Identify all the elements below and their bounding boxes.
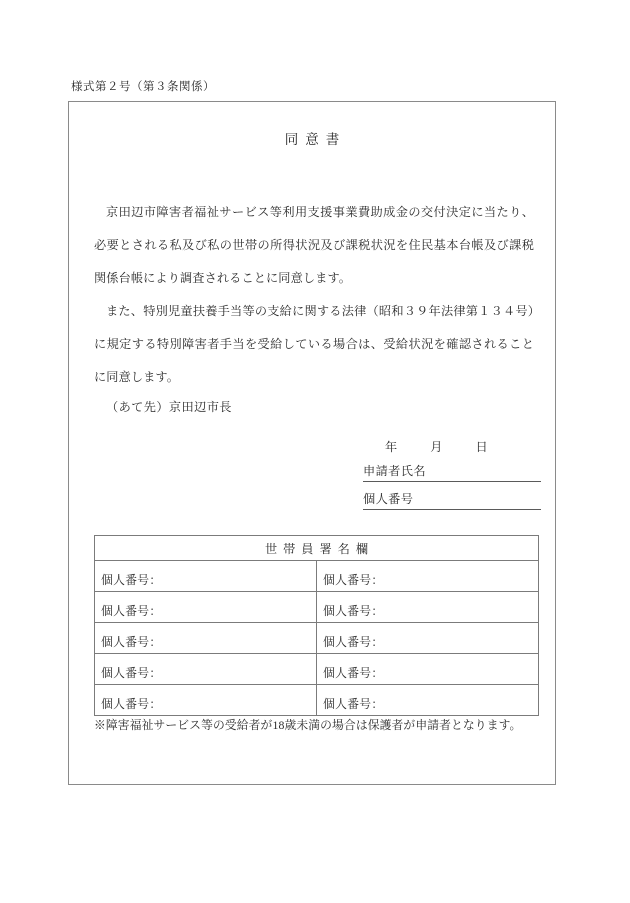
table-row (95, 561, 539, 592)
table-row (95, 623, 539, 654)
table-row (95, 592, 539, 623)
table-row (95, 685, 539, 716)
household-signature-table (94, 535, 539, 716)
date-year-label: 年 (385, 440, 398, 454)
household-cell[interactable]: 個人番号： (317, 592, 539, 623)
footnote-text: ※障害福祉サービス等の受給者が18歳未満の場合は保護者が申請者となります。 (94, 718, 522, 732)
document-frame (68, 101, 556, 785)
household-cell[interactable]: 個人番号： (95, 654, 317, 685)
household-cell[interactable]: 個人番号： (317, 561, 539, 592)
household-cell[interactable]: 個人番号： (317, 685, 539, 716)
household-cell[interactable]: 個人番号： (95, 592, 317, 623)
date-month-label: 月 (430, 440, 443, 454)
applicant-name-field[interactable]: 申請者氏名 (363, 462, 541, 482)
addressee-line: （あて先）京田辺市長 (106, 400, 232, 414)
household-cell[interactable]: 個人番号： (95, 623, 317, 654)
household-cell[interactable]: 個人番号： (95, 685, 317, 716)
table-header-row (95, 536, 539, 561)
document-body (94, 196, 534, 394)
consent-paragraph-1: 京田辺市障害者福祉サービス等利用支援事業費助成金の交付決定に当たり、必要とされる私及び私の世帯の所得状況及び課税状況を住民基本台帳及び課税関係台帳により調査されることに同意します。 (94, 205, 534, 285)
household-cell[interactable]: 個人番号： (317, 654, 539, 685)
document-title: 同意書 (284, 132, 347, 147)
date-day-label: 日 (475, 440, 488, 454)
consent-paragraph-2: また、特別児童扶養手当等の支給に関する法律（昭和３９年法律第１３４号）に規定する特別障害者手当を受給している場合は、受給状況を確認されることに同意します。 (94, 304, 534, 384)
form-number-label: 様式第２号（第３条関係） (71, 81, 215, 93)
signature-block (363, 438, 541, 518)
date-line (363, 438, 541, 455)
applicant-my-number-field[interactable]: 個人番号 (363, 490, 541, 510)
household-table-header: 世帯員署名欄 (95, 536, 539, 561)
table-row (95, 654, 539, 685)
household-cell[interactable]: 個人番号： (95, 561, 317, 592)
household-cell[interactable]: 個人番号： (317, 623, 539, 654)
